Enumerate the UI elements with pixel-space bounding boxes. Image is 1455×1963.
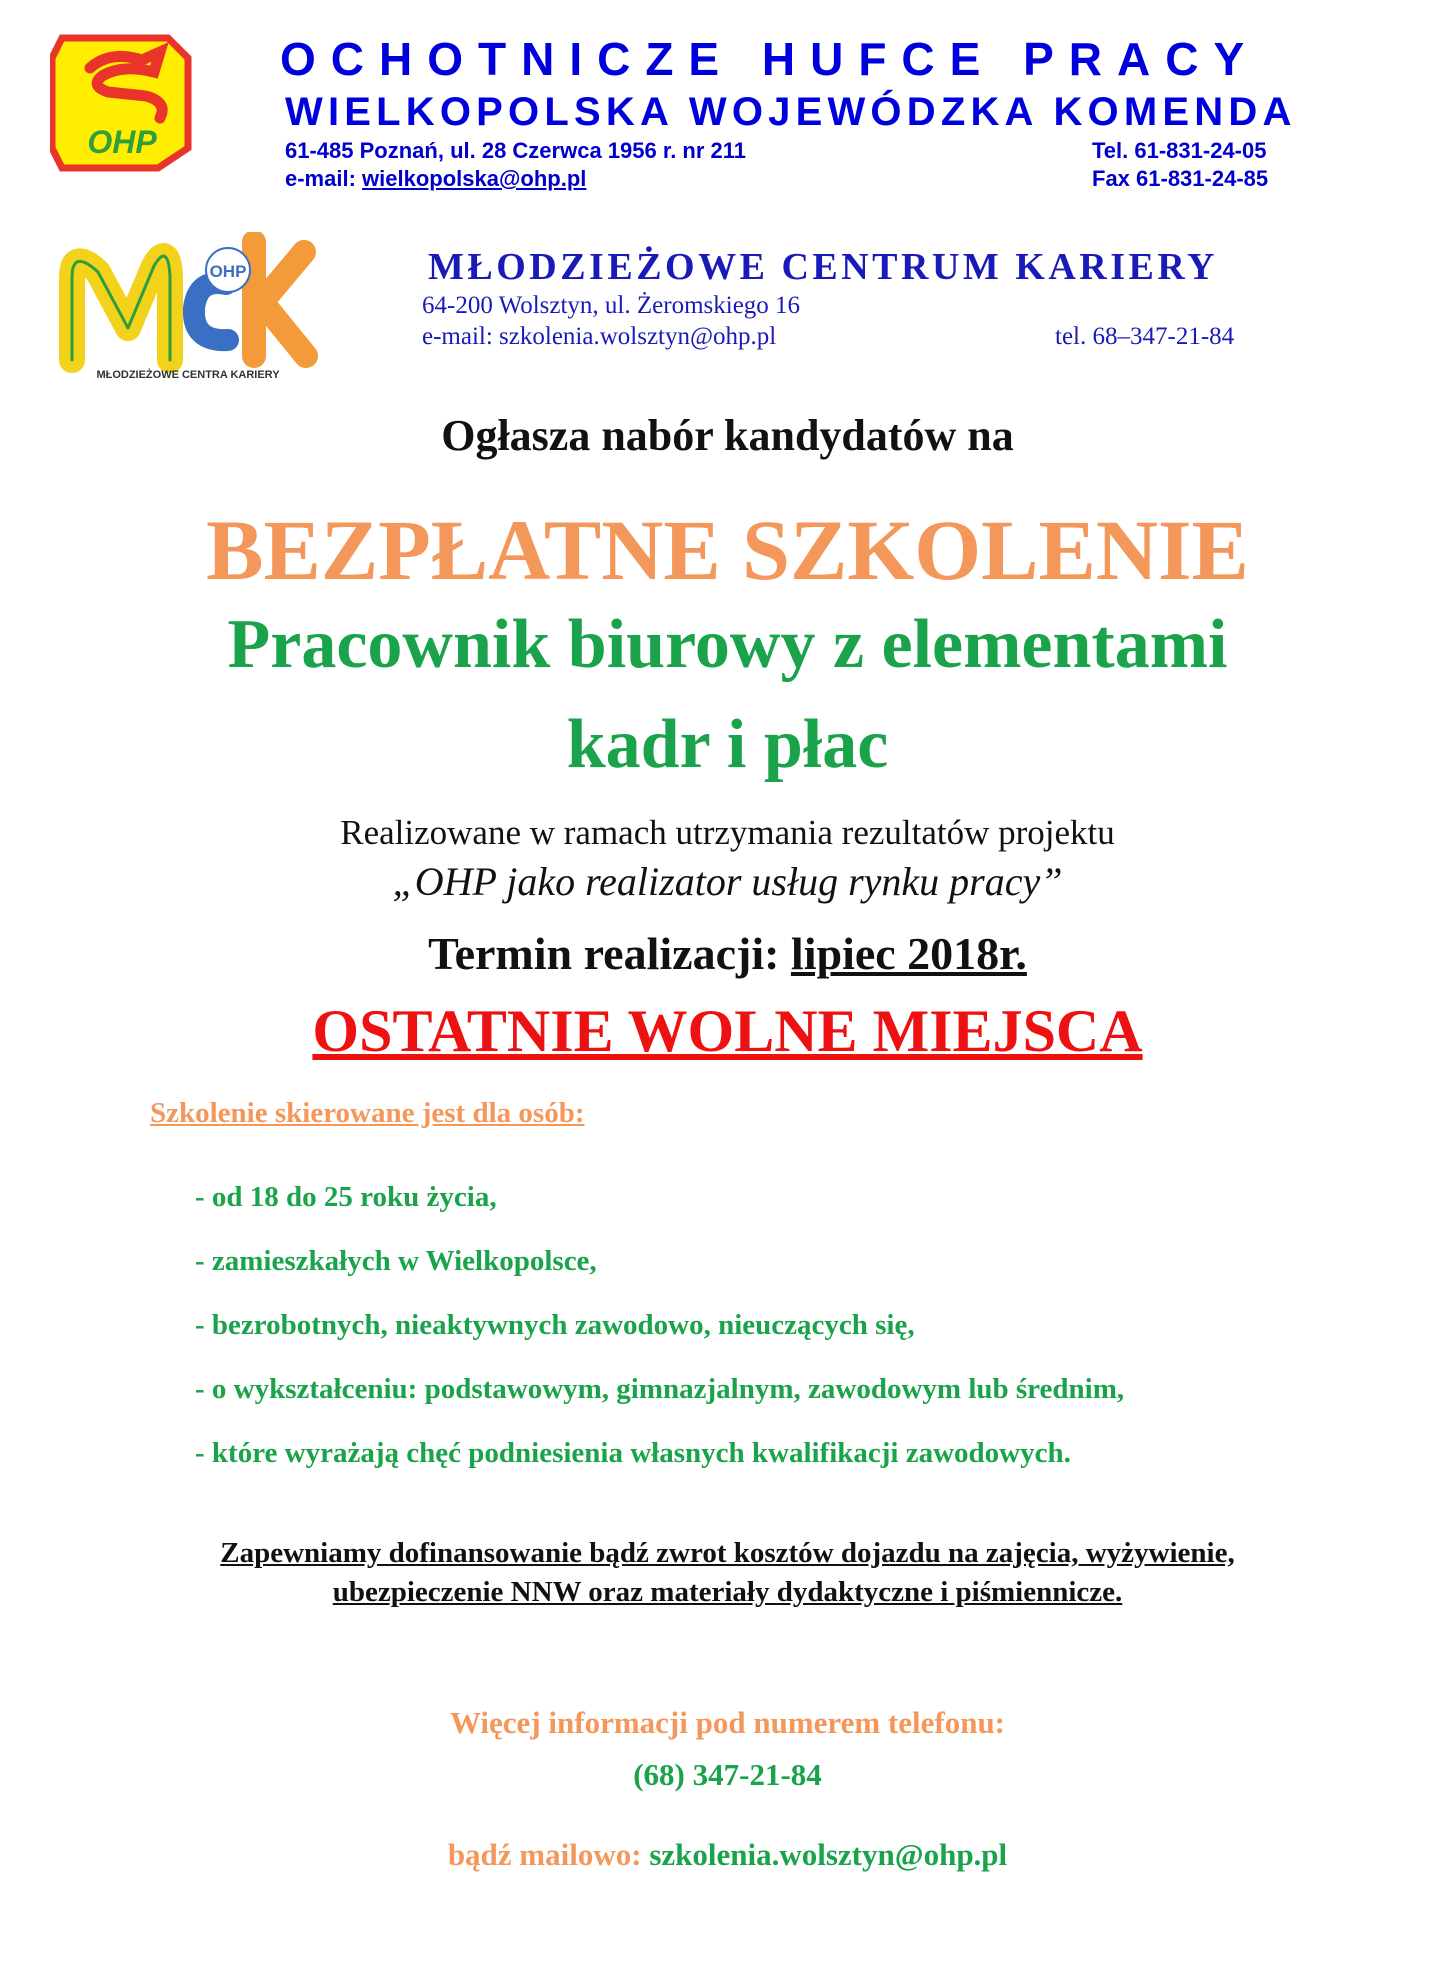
mck-logo-badge: OHP [209,262,247,281]
benefits-line-1: Zapewniamy dofinansowanie bądź zwrot kosztów dojazdu na zajęcia, wyżywienie, [220,1537,1235,1569]
organization-subtitle: WIELKOPOLSKA WOJEWÓDZKA KOMENDA [285,90,1297,134]
contact-mail-address[interactable]: szkolenia.wolsztyn@ohp.pl [649,1837,1008,1872]
project-name: „OHP jako realizator usług rynku pracy” [392,859,1063,904]
requirement-item: - zamieszkałych w Wielkopolsce, [195,1245,597,1277]
requirement-item: - bezrobotnych, nieaktywnych zawodowo, nieuczących się, [195,1309,915,1341]
announcement: Ogłasza nabór kandydatów na [441,411,1014,460]
benefits-line-2: ubezpieczenie NNW oraz materiały dydaktyczne i piśmiennicze. [332,1576,1123,1608]
contact-mail-label: bądź mailowo: [447,1837,650,1872]
contact-mail-line [0,1837,1455,1873]
organization-phone: Tel. 61-831-24-05 [1092,138,1267,163]
ohp-logo-text: OHP [87,124,157,160]
course-title-line-2: kadr i płac [566,706,889,783]
contact-phone[interactable]: (68) 347-21-84 [633,1757,822,1792]
project-intro: Realizowane w ramach utrzymania rezultatów projektu [340,813,1115,852]
main-title: BEZPŁATNE SZKOLENIE [206,502,1249,598]
organization-email-label: e-mail: [285,166,363,191]
organization-email-line [285,166,586,192]
mck-address: 64-200 Wolsztyn, ul. Żeromskiego 16 [422,292,801,319]
organization-fax: Fax 61-831-24-85 [1092,166,1269,191]
mck-title: MŁODZIEŻOWE CENTRUM KARIERY [428,246,1218,288]
organization-email-link[interactable]: wielkopolska@ohp.pl [362,166,587,191]
mck-email: e-mail: szkolenia.wolsztyn@ohp.pl [422,323,777,350]
ohp-logo [50,30,200,180]
requirement-item: - o wykształceniu: podstawowym, gimnazjalnym, zawodowym lub średnim, [195,1373,1125,1405]
contact-heading: Więcej informacji pod numerem telefonu: [449,1705,1006,1740]
mck-logo-caption: MŁODZIEŻOWE CENTRA KARIERY [96,369,280,381]
requirement-item: - które wyrażają chęć podniesienia własnych kwalifikacji zawodowych. [195,1437,1071,1469]
term-label: Termin realizacji: [428,928,791,979]
term-value: lipiec 2018r. [790,928,1027,979]
mck-logo [58,232,318,382]
course-title-line-1: Pracownik biurowy z elementami [227,606,1228,683]
term-line [0,927,1455,980]
mck-phone: tel. 68–347-21-84 [1055,323,1235,350]
requirement-item: - od 18 do 25 roku życia, [195,1181,497,1213]
target-heading: Szkolenie skierowane jest dla osób: [150,1097,585,1129]
last-places-banner: OSTATNIE WOLNE MIEJSCA [312,998,1143,1064]
organization-address: 61-485 Poznań, ul. 28 Czerwca 1956 r. nr 211 [285,138,747,163]
organization-title: OCHOTNICZE HUFCE PRACY [280,33,1260,85]
